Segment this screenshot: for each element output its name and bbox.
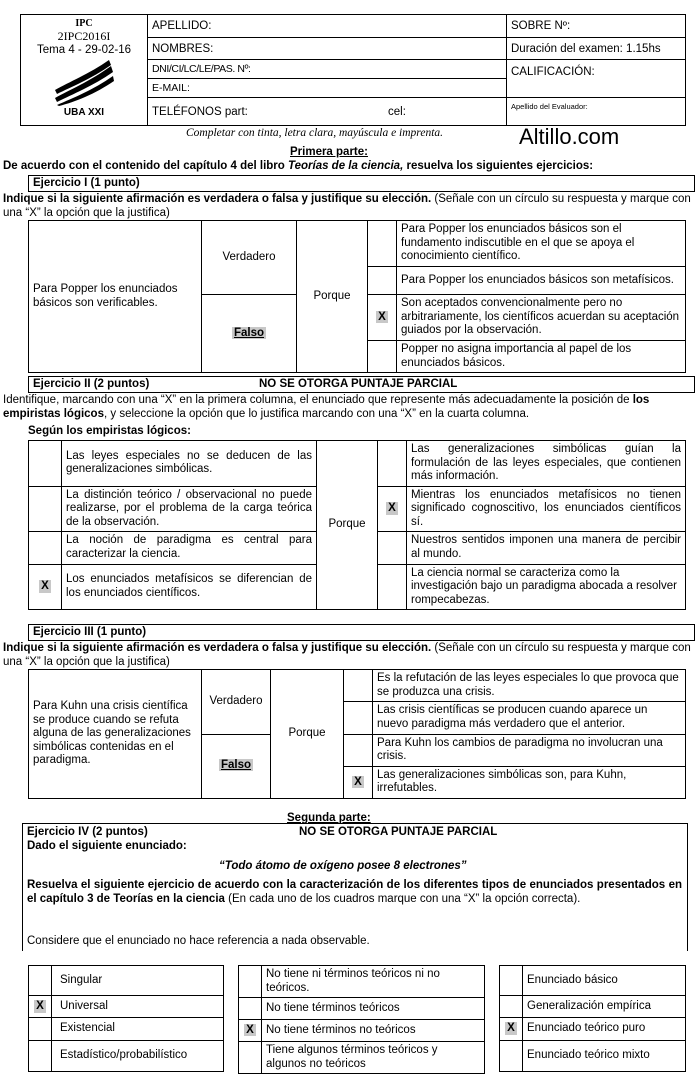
header-id-block bbox=[21, 15, 148, 125]
ej2-right-mark-cell[interactable] bbox=[378, 441, 407, 487]
telefonos-label: TELÉFONOS part: bbox=[152, 106, 248, 118]
email-label: E-MAIL: bbox=[152, 82, 190, 94]
ej4-box bbox=[22, 823, 688, 951]
ej3-option: Es la refutación de las leyes especiales lo que provoca que se produzca una crisis. bbox=[373, 670, 686, 702]
email-field[interactable] bbox=[148, 79, 507, 98]
ej4-considere: Considere que el enunciado no hace referencia a nada observable. bbox=[27, 935, 370, 947]
ej4-col2-option: No tiene ni términos teóricos ni no teóricos. bbox=[262, 966, 485, 998]
ej2-left-option: La distinción teórico / observacional no puede realizarse, por el problema de la carga teórica de la observación. bbox=[62, 486, 317, 532]
ej2-note: NO SE OTORGA PUNTAJE PARCIAL bbox=[259, 378, 458, 390]
ej1-instructions bbox=[3, 193, 693, 220]
ej4-col1-mark-cell[interactable] bbox=[29, 966, 52, 996]
calificacion-label: CALIFICACIÓN: bbox=[511, 66, 595, 78]
ej4-col3-mark-cell[interactable] bbox=[500, 966, 523, 996]
ej4-col2-option: No tiene términos teóricos bbox=[262, 998, 485, 1020]
ej2-right-option: La ciencia normal se caracteriza como la investigación bajo un paradigma abocada a resolver rompecabezas. bbox=[407, 564, 686, 610]
ej4-col3-mark-cell[interactable] bbox=[500, 1040, 523, 1071]
ej1-instr-bold: Indique si la siguiente afirmación es verdadera o falsa y justifique su elección. bbox=[3, 193, 432, 205]
duracion-label: Duración del examen: 1.15hs bbox=[511, 43, 661, 55]
ej3-x-mark: X bbox=[354, 775, 362, 788]
ej4-col3-mark-cell[interactable] bbox=[500, 996, 523, 1018]
ej4-col3-x-mark: X bbox=[507, 1022, 515, 1035]
ej4-col2-option: Tiene algunos términos teóricos y algunos no teóricos bbox=[262, 1042, 485, 1074]
ej1-mark-cell[interactable] bbox=[368, 221, 397, 267]
ej3-verdadero-label: Verdadero bbox=[209, 694, 263, 707]
ej2-left-option: Los enunciados metafísicos se diferencian de los enunciados científicos. bbox=[62, 564, 317, 610]
ej4-quote: “Todo átomo de oxígeno posee 8 electrones” bbox=[219, 860, 467, 872]
ej2-left-mark-cell[interactable] bbox=[29, 486, 62, 532]
parte1-title: Primera parte: bbox=[290, 146, 368, 158]
ej4-col3-option: Enunciado teórico mixto bbox=[523, 1040, 686, 1071]
ej2-sub: Según los empiristas lógicos: bbox=[28, 425, 191, 437]
ej3-option: Las generalizaciones simbólicas son, para Kuhn, irrefutables. bbox=[373, 766, 686, 798]
parte2-title: Segunda parte: bbox=[287, 812, 371, 824]
ej2-right-mark-cell[interactable] bbox=[378, 532, 407, 564]
ej2-instr-b: , y seleccione la opción que lo justifica marcando con una “X” en la cuarta columna. bbox=[103, 407, 530, 420]
ej4-col1-x-mark: X bbox=[36, 1000, 44, 1013]
nombres-label: NOMBRES: bbox=[152, 43, 214, 55]
evaluador-label: Apellido del Evaluador: bbox=[511, 102, 588, 111]
ej3-falso[interactable] bbox=[202, 734, 271, 799]
ej3-verdadero[interactable] bbox=[202, 670, 271, 735]
ej2-right-option: Nuestros sentidos imponen una manera de percibir al mundo. bbox=[407, 532, 686, 564]
ej2-left-option: La noción de paradigma es central para caracterizar la ciencia. bbox=[62, 532, 317, 564]
ej1-table bbox=[28, 220, 686, 373]
ej2-left-option: Las leyes especiales no se deducen de las generalizaciones simbólicas. bbox=[62, 441, 317, 487]
ej3-option: Las crisis científicas se producen cuando aparece un nuevo paradigma más verdadero que el anterior. bbox=[373, 702, 686, 734]
header-box bbox=[20, 14, 686, 126]
ej4-col3-option: Enunciado básico bbox=[523, 966, 686, 996]
ej4-col2-option: No tiene términos no teóricos bbox=[262, 1020, 485, 1042]
sobre-label: SOBRE Nº: bbox=[511, 20, 571, 32]
ej2-sub-label: Según los empiristas lógicos bbox=[28, 425, 188, 437]
ej3-mark-cell[interactable] bbox=[344, 670, 373, 702]
ej4-col2-mark-cell[interactable] bbox=[239, 1042, 262, 1074]
parte1-intro bbox=[3, 160, 593, 172]
ej1-title: Ejercicio I (1 punto) bbox=[28, 175, 695, 192]
ej1-mark-cell[interactable] bbox=[368, 341, 397, 373]
ej3-instr-rest: (Señale con un círculo su respuesta y marque con una “X” la opción que la justifica) bbox=[3, 642, 691, 668]
ej1-falso[interactable] bbox=[202, 295, 297, 373]
ej4-note: NO SE OTORGA PUNTAJE PARCIAL bbox=[299, 826, 498, 838]
parte1-intro-a: De acuerdo con el contenido del capítulo 4 del libro bbox=[3, 160, 288, 172]
ej4-col1-mark-cell[interactable] bbox=[29, 996, 52, 1018]
ej1-falso-label: Falso bbox=[233, 326, 265, 339]
cel-label: cel: bbox=[388, 106, 406, 118]
uba-logo-icon bbox=[49, 60, 119, 106]
duracion-field bbox=[507, 38, 685, 60]
ej3-option: Para Kuhn los cambios de paradigma no involucran una crisis. bbox=[373, 734, 686, 766]
ej2-right-x-mark: X bbox=[388, 502, 396, 515]
dni-field[interactable] bbox=[148, 60, 507, 79]
ej2-left-mark-cell[interactable] bbox=[29, 564, 62, 610]
ej1-mark-cell[interactable] bbox=[368, 295, 397, 341]
nombres-field[interactable] bbox=[148, 38, 507, 60]
ej4-col1-mark-cell[interactable] bbox=[29, 1040, 52, 1071]
logo-text: UBA XXI bbox=[63, 107, 105, 118]
ej4-title: Ejercicio IV (2 puntos) bbox=[27, 826, 148, 838]
ej4-col2-mark-cell[interactable] bbox=[239, 998, 262, 1020]
ej3-title: Ejercicio III (1 punto) bbox=[28, 624, 695, 641]
ej1-option: Popper no asigna importancia al papel de los enunciados básicos. bbox=[397, 341, 686, 373]
ej3-falso-label: Falso bbox=[220, 759, 252, 772]
org-label: IPC bbox=[75, 18, 93, 29]
ej4-col2-x-mark: X bbox=[246, 1023, 254, 1036]
ej4-col1-option: Universal bbox=[52, 996, 224, 1018]
watermark: Altillo.com bbox=[519, 124, 620, 149]
parte1-intro-b: resuelva los siguientes ejercicios: bbox=[403, 160, 594, 172]
ej3-table bbox=[28, 669, 686, 799]
ej3-mark-cell[interactable] bbox=[344, 734, 373, 766]
ej1-verdadero-label: Verdadero bbox=[222, 250, 276, 263]
apellido-field[interactable] bbox=[148, 15, 507, 38]
ej2-title: Ejercicio II (2 puntos) bbox=[33, 378, 150, 390]
ej4-col1-option: Estadístico/probabilístico bbox=[52, 1040, 224, 1071]
ej3-mark-cell[interactable] bbox=[344, 702, 373, 734]
ej1-mark-cell[interactable] bbox=[368, 267, 397, 295]
ej2-right-mark-cell[interactable] bbox=[378, 486, 407, 532]
ej4-col2-table bbox=[238, 965, 485, 1074]
ej4-instr-bold: Resuelva el siguiente ejercicio de acuerdo con la caracterización de los diferentes tipos de enunciados presentados en el capítulo 3 de Teorías en la ciencia bbox=[27, 879, 682, 905]
ej2-left-mark-cell[interactable] bbox=[29, 441, 62, 487]
ej2-right-option: Las generalizaciones simbólicas guían la formulación de las leyes especiales, que contienen más información. bbox=[407, 441, 686, 487]
ej4-col1-option: Singular bbox=[52, 966, 224, 996]
ej1-option: Para Popper los enunciados básicos son metafísicos. bbox=[397, 267, 686, 295]
ej1-option: Para Popper los enunciados básicos son el fundamento indiscutible en el que se apoya el conocimiento científico. bbox=[397, 221, 686, 267]
exam-code: 2IPC2016I bbox=[57, 29, 111, 43]
telefonos-field[interactable] bbox=[148, 98, 507, 125]
sobre-field[interactable] bbox=[507, 15, 685, 38]
ej4-col2-mark-cell[interactable] bbox=[239, 1020, 262, 1042]
ej4-col1-mark-cell[interactable] bbox=[29, 1018, 52, 1040]
ej2-left-x-mark: X bbox=[41, 580, 49, 593]
ej4-col2-mark-cell[interactable] bbox=[239, 966, 262, 998]
ej3-instr-bold: Indique si la siguiente afirmación es verdadera o falsa y justifique su elección. bbox=[3, 642, 432, 654]
ej1-option: Son aceptados convencionalmente pero no arbitrariamente, los científicos acuerdan su aceptación guiados por la observación. bbox=[397, 295, 686, 341]
ej2-title-box bbox=[28, 376, 695, 393]
ej1-x-mark: X bbox=[378, 310, 386, 323]
calificacion-field[interactable] bbox=[507, 60, 685, 98]
ej2-right-option: Mientras los enunciados metafísicos no tienen significado cognoscitivo, los enunciados científicos sí. bbox=[407, 486, 686, 532]
ej4-col1-table bbox=[28, 965, 224, 1072]
ej2-instr-a: Identifique, marcando con una “X” en la primera columna, el enunciado que represente más adecuadamente la posición de bbox=[3, 394, 633, 406]
exam-tema: Tema 4 - 29-02-16 bbox=[37, 44, 131, 56]
ej4-col3-option: Generalización empírica bbox=[523, 996, 686, 1018]
ej2-table bbox=[28, 440, 686, 610]
apellido-label: APELLIDO: bbox=[152, 20, 212, 32]
ej2-left-mark-cell[interactable] bbox=[29, 532, 62, 564]
ej4-instr-rest: (En cada uno de los cuadros marque con una “X” la opción correcta). bbox=[224, 892, 581, 905]
ej1-verdadero[interactable] bbox=[202, 221, 297, 295]
ej4-instructions bbox=[27, 879, 682, 907]
ej4-col3-option: Enunciado teórico puro bbox=[523, 1018, 686, 1040]
ej1-porque: Porque bbox=[297, 221, 368, 373]
evaluador-field[interactable] bbox=[507, 98, 685, 125]
ej2-right-mark-cell[interactable] bbox=[378, 564, 407, 610]
parte1-intro-book: Teorías de la ciencia, bbox=[288, 160, 404, 172]
ej1-instr-rest: (Señale con un círculo su respuesta y marque con una “X” la opción que la justifica) bbox=[3, 193, 691, 219]
ej1-statement: Para Popper los enunciados básicos son verificables. bbox=[29, 221, 202, 373]
ej2-instr-bold: los empiristas lógicos bbox=[3, 394, 650, 420]
ej3-instructions bbox=[3, 642, 693, 669]
instructions-text: Completar con tinta, letra clara, mayúscula e imprenta. bbox=[186, 127, 444, 139]
ej3-mark-cell[interactable] bbox=[344, 766, 373, 798]
ej4-col3-table bbox=[499, 965, 686, 1072]
ej2-porque: Porque bbox=[317, 441, 378, 610]
ej4-col3-mark-cell[interactable] bbox=[500, 1018, 523, 1040]
ej2-instructions bbox=[3, 394, 693, 421]
dni-label: DNI/CI/LC/LE/PAS. Nº: bbox=[152, 63, 251, 75]
ej3-statement: Para Kuhn una crisis científica se produce cuando se refuta alguna de las generalizaciones simbólicas contenidas en el paradigma. bbox=[29, 670, 202, 799]
ej3-porque: Porque bbox=[271, 670, 344, 799]
ej4-col1-option: Existencial bbox=[52, 1018, 224, 1040]
ej4-dado: Dado el siguiente enunciado: bbox=[27, 840, 187, 852]
